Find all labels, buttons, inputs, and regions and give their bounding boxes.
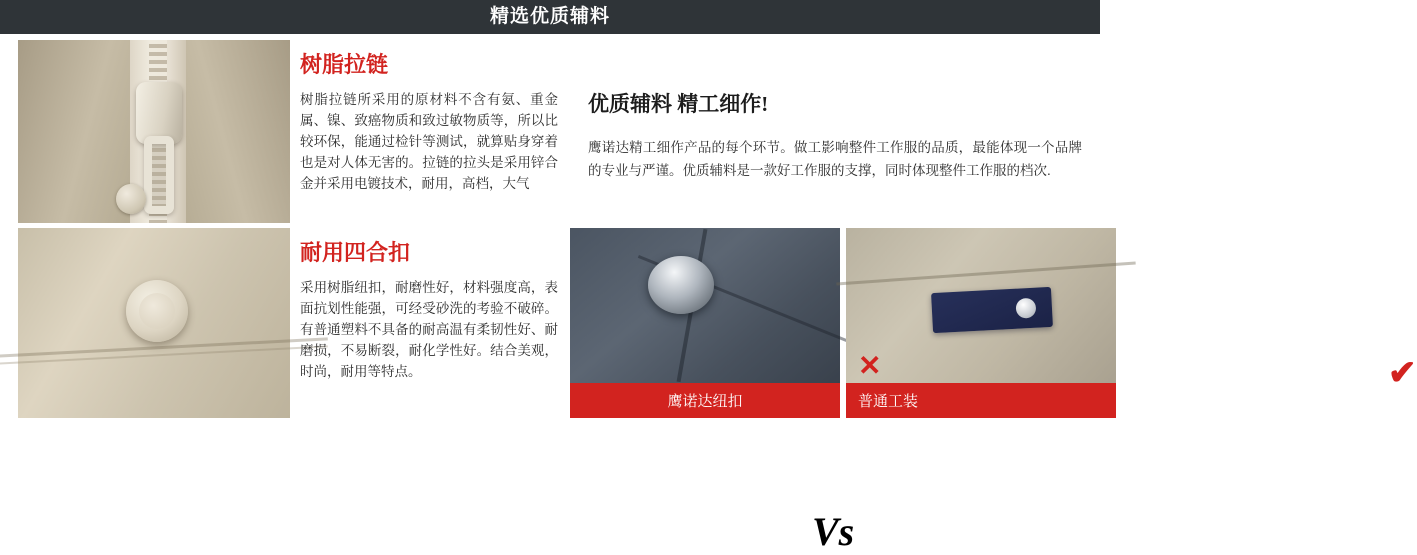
zipper-body: 树脂拉链所采用的原材料不含有氨、重金属、镍、致癌物质和致过敏物质等，所以比较环保，能通过检针等测试，就算贴身穿着也是对人体无害的。拉链的拉头是采用锌合金并采用电镀技术，耐用，高档，大气 [300, 92, 558, 191]
fabric-right [170, 40, 290, 223]
quality-text-column [588, 40, 1082, 223]
snap-body: 采用树脂纽扣，耐磨性好，材料强度高，表面抗划性能强，可经受砂洗的考验不破碎。有普通塑料不具备的耐高温有柔韧性好、耐磨损，不易断裂，耐化学性好。结合美观，时尚，耐用等特点。 [300, 280, 558, 379]
snap-button-accent [116, 184, 146, 214]
brand-caption: 鹰诺达纽扣 [570, 383, 840, 418]
resin-zipper-photo [18, 40, 290, 223]
snap-text-column [300, 228, 558, 418]
metal-snap-button [648, 256, 714, 314]
vs-label: Vs [812, 509, 855, 554]
quality-body: 鹰诺达精工细作产品的每个环节。做工影响整件工作服的品质，最能体现一个品牌的专业与严谨。优质辅料是一款好工作服的支撑，同时体现整件工作服的档次. [588, 140, 1082, 178]
section-banner [0, 0, 1100, 34]
check-icon: ✔ [1388, 354, 1417, 392]
snap-button [126, 280, 188, 342]
resin-snap-button-photo [18, 228, 290, 418]
snap-heading: 耐用四合扣 [300, 240, 411, 265]
zipper-slider [136, 82, 182, 144]
ordinary-workwear-photo [846, 228, 1116, 383]
cross-icon: ✕ [858, 350, 882, 381]
zipper-pull [144, 136, 174, 214]
top-row [18, 40, 1082, 223]
banner-title: 精选优质辅料 [489, 6, 610, 27]
zipper-heading: 树脂拉链 [300, 52, 389, 77]
zipper-text-column [300, 40, 558, 223]
quality-heading: 优质辅料 精工细作! [588, 92, 769, 116]
ordinary-caption: 普通工装 [846, 383, 1116, 418]
navy-tab-with-snap [931, 287, 1053, 333]
comparison-ordinary-panel [846, 228, 1116, 418]
pocket-seam [836, 262, 1135, 286]
bottom-row [18, 228, 1417, 554]
brand-metal-snap-photo [570, 228, 840, 383]
